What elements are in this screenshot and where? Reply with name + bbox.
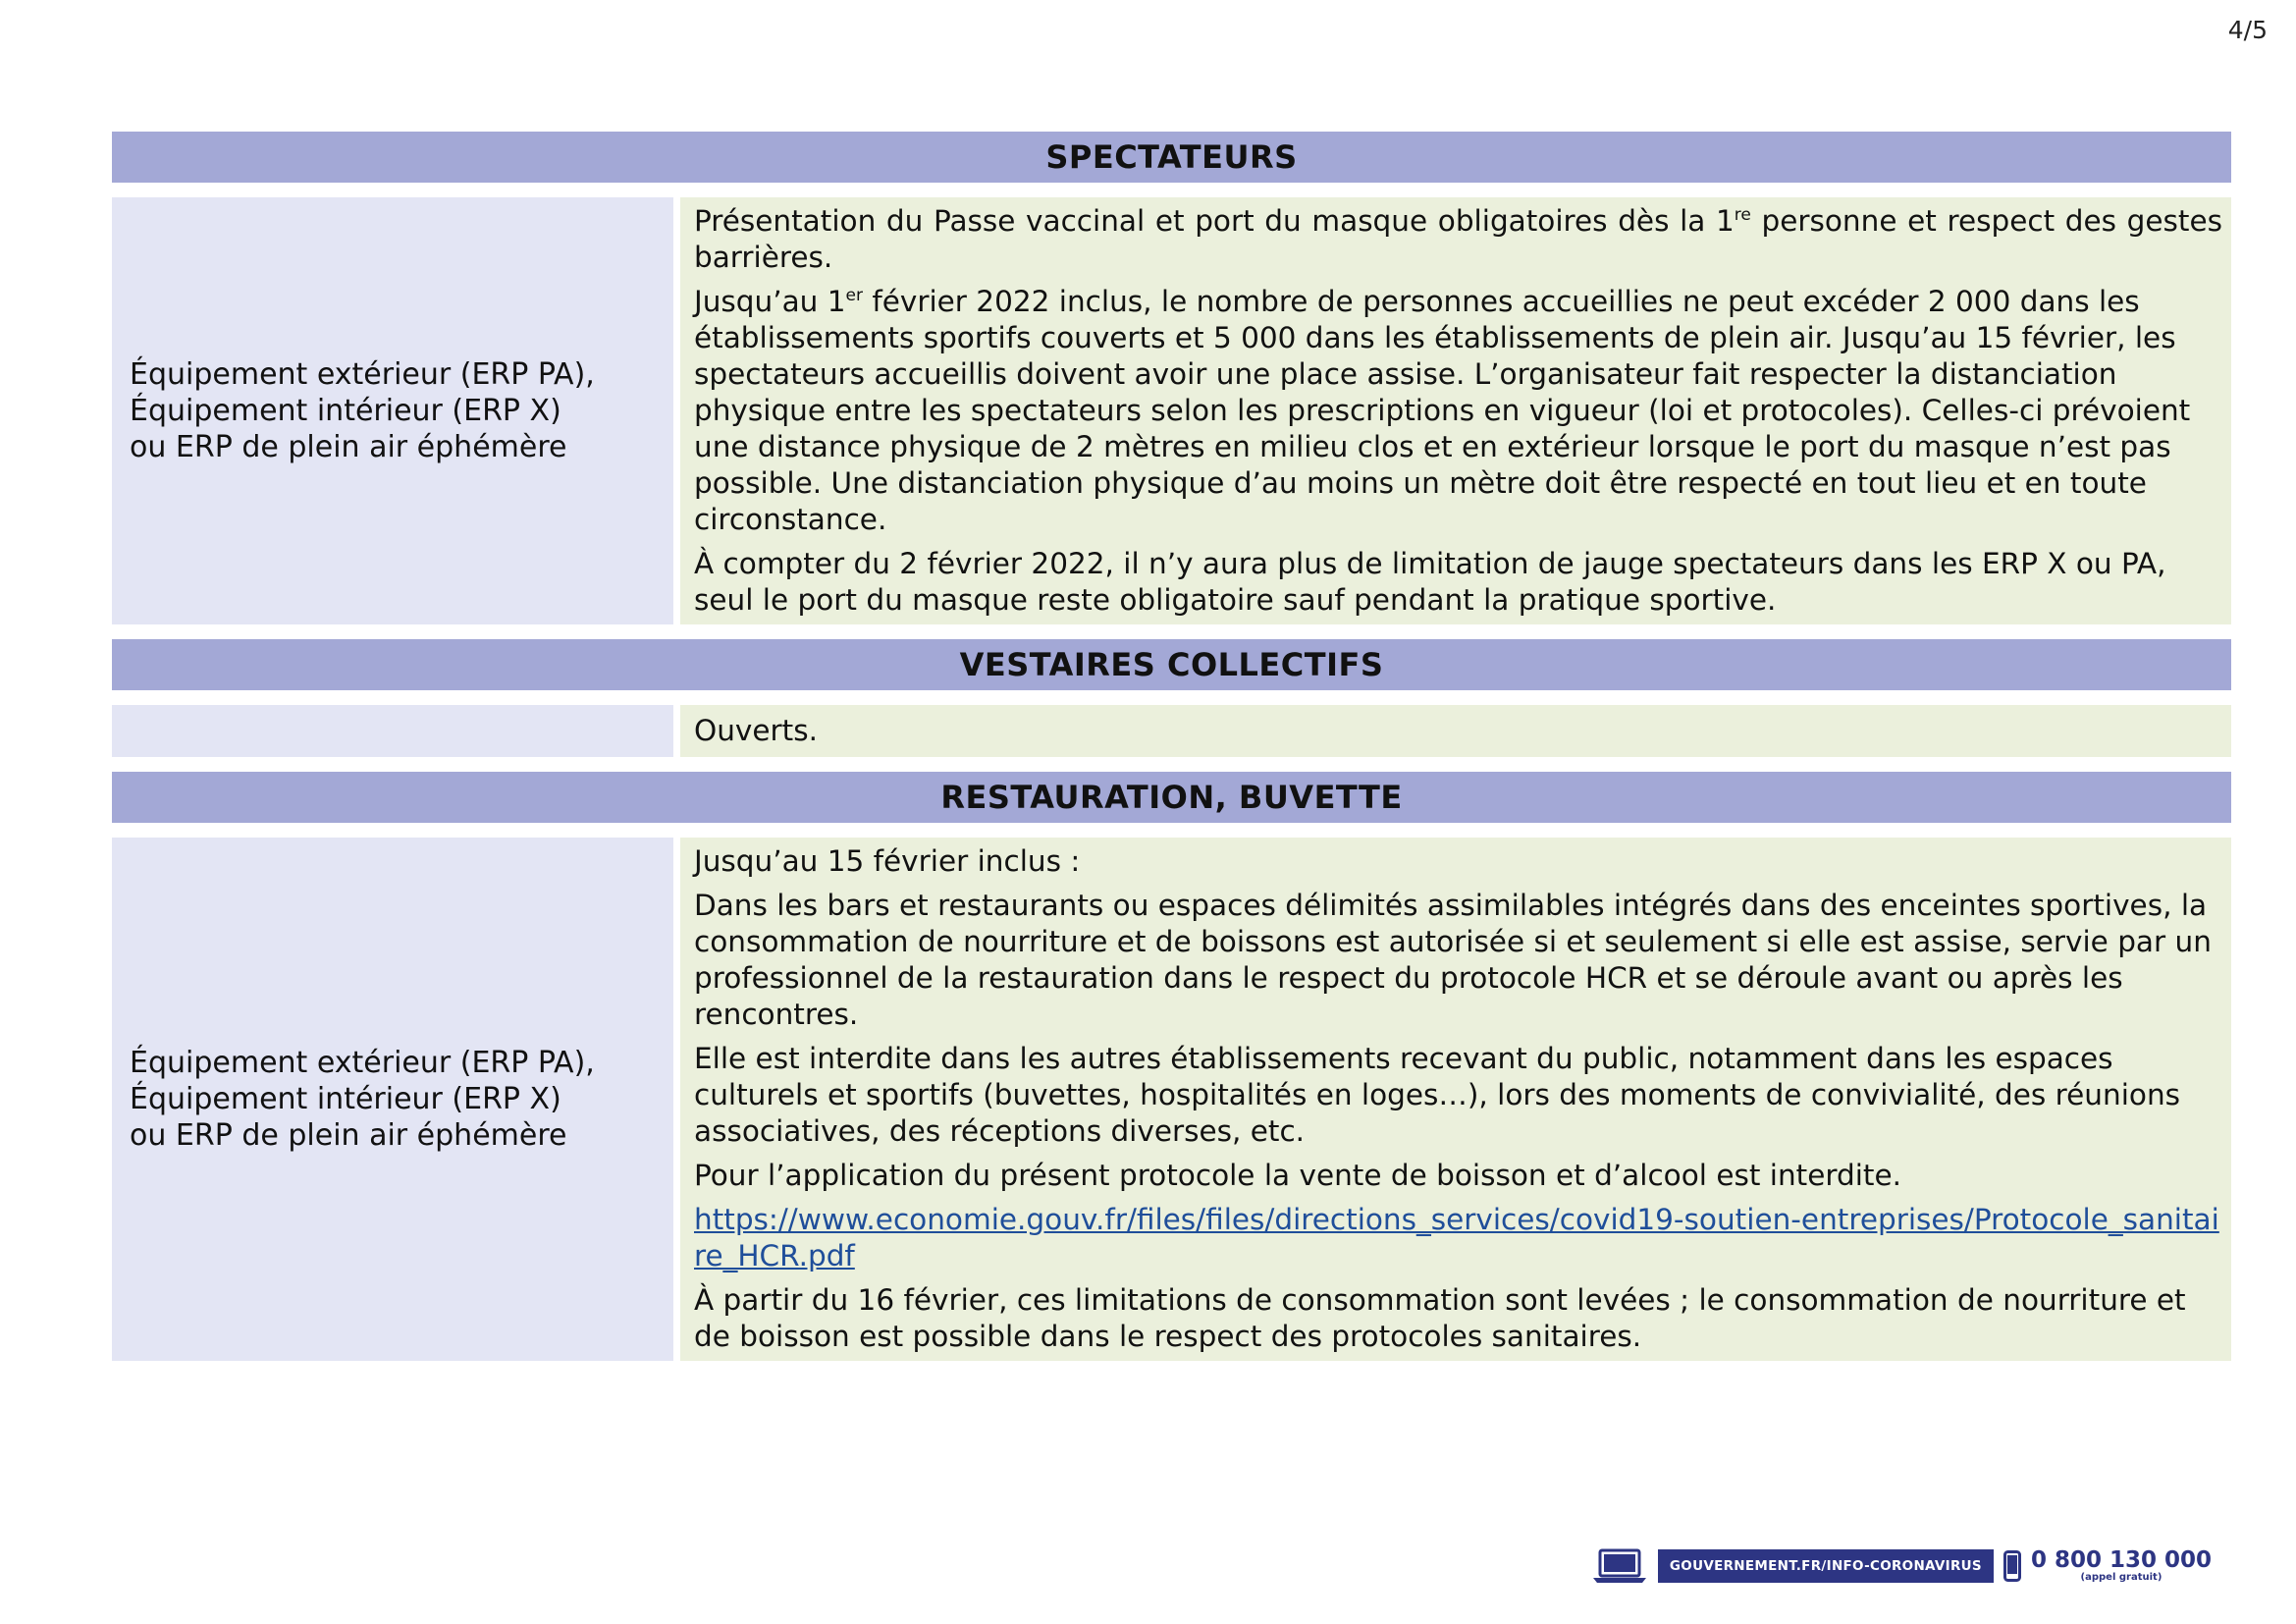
section-header-spectateurs: SPECTATEURS: [112, 132, 2231, 183]
rule-paragraph: Elle est interdite dans les autres établissements recevant du public, notamment dans les espaces culturels et sportifs (buvettes, hospitalités en loges…), lors des moments de convivialité, des réunions associatives, des réceptions diverses, etc.: [694, 1042, 2181, 1148]
hotline: [2031, 1548, 2212, 1584]
venue-type-cell: [112, 705, 673, 757]
protocol-hcr-link[interactable]: https://www.economie.gouv.fr/files/files/directions_services/covid19-soutien-entreprises/Protocole_sanitaire_HCR.pdf: [694, 1203, 2219, 1272]
rules-cell: [680, 838, 2231, 1361]
venue-line: ou ERP de plein air éphémère: [130, 430, 567, 464]
footer: [1591, 1548, 2212, 1584]
section-row-restauration: [112, 838, 2231, 1361]
venue-line: Équipement extérieur (ERP PA),: [130, 357, 595, 392]
venue-line: Équipement extérieur (ERP PA),: [130, 1046, 595, 1080]
venue-type-cell: [112, 197, 673, 624]
protocol-table: [112, 132, 2231, 1376]
page-number: 4/5: [2227, 16, 2268, 44]
phone-icon: [2003, 1550, 2021, 1582]
rules-cell: [680, 197, 2231, 624]
laptop-icon: [1591, 1548, 1648, 1584]
venue-type-cell: [112, 838, 673, 1361]
rule-paragraph: Ouverts.: [694, 714, 818, 747]
section-header-vestaires: VESTAIRES COLLECTIFS: [112, 639, 2231, 690]
rules-cell: [680, 705, 2231, 757]
rule-paragraph: Pour l’application du présent protocole la vente de boisson et d’alcool est interdite.: [694, 1159, 1902, 1192]
hotline-note: (appel gratuit): [2080, 1572, 2163, 1583]
gov-info-banner[interactable]: GOUVERNEMENT.FR/INFO-CORONAVIRUS: [1658, 1549, 1994, 1583]
rule-paragraph: Dans les bars et restaurants ou espaces délimités assimilables intégrés dans des enceintes sportives, la consommation de nourriture et de boissons est autorisée si et seulement si elle est assise, servie par un professionnel de la restauration dans le respect du protocole HCR et se déroule avant ou après les rencontres.: [694, 889, 2212, 1031]
rule-paragraph: À compter du 2 février 2022, il n’y aura plus de limitation de jauge spectateurs dans les ERP X ou PA, seul le port du masque reste obligatoire sauf pendant la pratique sportive.: [694, 547, 2166, 617]
section-row-spectateurs: [112, 197, 2231, 624]
section-header-restauration: RESTAURATION, BUVETTE: [112, 772, 2231, 823]
rule-paragraph: Jusqu’au 1er février 2022 inclus, le nombre de personnes accueillies ne peut excéder 2 000 dans les établissements sportifs couverts et 5 000 dans les établissements de plein air. Jusqu’au 15 février, les spectateurs accueillis doivent avoir une place assise. L’organisateur fait respecter la distanciation physique entre les spectateurs selon les prescriptions en vigueur (loi et protocoles). Celles-ci prévoient une distance physique de 2 mètres en milieu clos et en extérieur lorsque le port du masque n’est pas possible. Une distanciation physique d’au moins un mètre doit être respecté en tout lieu et en toute circonstance.: [694, 285, 2191, 536]
rule-paragraph: À partir du 16 février, ces limitations de consommation sont levées ; le consommation de nourriture et de boisson est possible dans le respect des protocoles sanitaires.: [694, 1283, 2186, 1353]
rule-paragraph: Présentation du Passe vaccinal et port du masque obligatoires dès la 1re personne et respect des gestes barrières.: [694, 204, 2222, 274]
venue-line: ou ERP de plein air éphémère: [130, 1118, 567, 1153]
protocol-link-paragraph: [694, 1202, 2222, 1274]
venue-line: Équipement intérieur (ERP X): [130, 394, 561, 428]
hotline-number[interactable]: 0 800 130 000: [2030, 1547, 2212, 1573]
venue-line: Équipement intérieur (ERP X): [130, 1082, 561, 1116]
rule-paragraph: Jusqu’au 15 février inclus :: [694, 844, 1081, 878]
section-row-vestaires: [112, 705, 2231, 757]
